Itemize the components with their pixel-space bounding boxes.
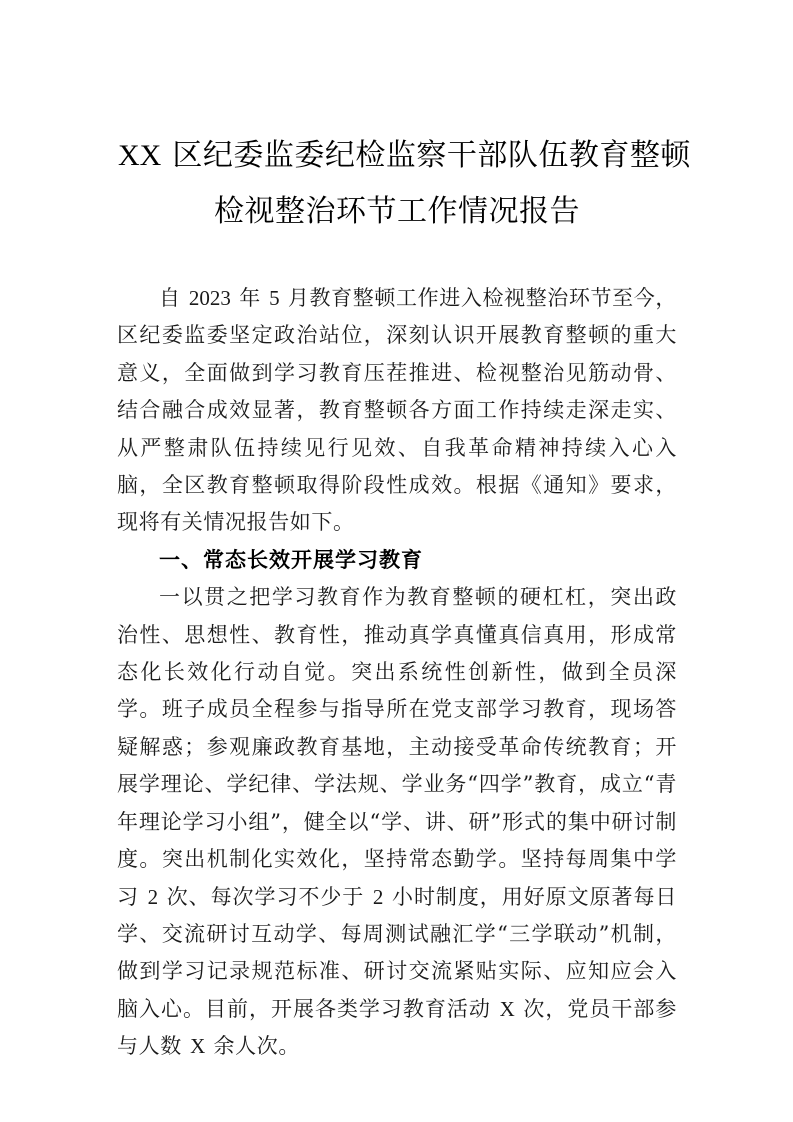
paragraph-section-1-body: 一以贯之把学习教育作为教育整顿的硬杠杠，突出政治性、思想性、教育性，推动真学真懂真信真用，形成常态化长效化行动自觉。突出系统性创新性，做到全员深学。班子成员全程参与指导所在党支部学习教育，现场答疑解惑；参观廉政教育基地，主动接受革命传统教育；开展学理论、学纪律、学法规、学业务“四学”教育，成立“青年理论学习小组”，健全以“学、讲、研”形式的集中研讨制度。突出机制化实效化，坚持常态勤学。坚持每周集中学习 2 次、每次学习不少于 2 小时制度，用好原文原著每日学、交流研讨互动学、每周测试融汇学“三学联动”机制，做到学习记录规范标准、研讨交流紧贴实际、应知应会入脑入心。目前，开展各类学习教育活动 X 次，党员干部参与人数 X 余人次。 [117,585,677,1059]
document-title-line-2: 检视整治环节工作情况报告 [214,194,580,229]
section-heading-1: 一、常态长效开展学习教育 [159,548,423,572]
document-title-line-1: XX 区纪委监委纪检监察干部队伍教育整顿 [118,138,691,173]
document-body [117,280,677,1066]
document-title [117,0,691,240]
paragraph-intro: 自 2023 年 5 月教育整顿工作进入检视整治环节至今，区纪委监委坚定政治站位，深刻认识开展教育整顿的重大意义，全面做到学习教育压茬推进、检视整治见筋动骨、结合融合成效显著，教育整顿各方面工作持续走深走实、从严整肃队伍持续见行见效、自我革命精神持续入心入脑，全区教育整顿取得阶段性成效。根据《通知》要求，现将有关情况报告如下。 [117,286,677,535]
page-content [117,0,691,1066]
